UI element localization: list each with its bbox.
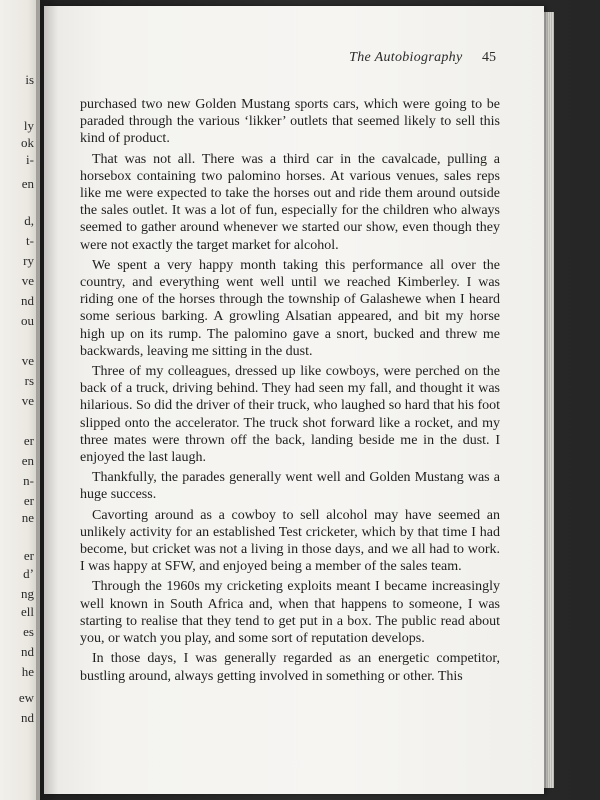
- left-page-fragment: ell: [21, 604, 34, 619]
- body-text: [80, 96, 500, 685]
- left-page-fragment: t-: [26, 233, 34, 248]
- page-edges: [544, 12, 554, 788]
- left-page-fragment: ew: [18, 690, 34, 705]
- paragraph: Three of my colleagues, dressed up like cowboys, were perched on the back of a truck, driving behind. They had seen my fall, and thought it was hilarious. So did the driver of their truck, who laughed so hard that his foot slipped onto the accelerator. The truck shot forward like a rocket, and my three mates were thrown off the back, landing beside me in the dust. I enjoyed the last laugh.: [80, 364, 500, 466]
- left-page-fragment: i-: [26, 152, 34, 167]
- paragraph: Through the 1960s my cricketing exploits meant I became increasingly well known in South Africa and, when that happens to someone, I was starting to realise that they tend to get put in a box. The public read about you, or watch you play, and some sort of reputation develops.: [80, 579, 500, 647]
- left-page-fragment: ve: [21, 273, 34, 288]
- left-page-fragment: he: [21, 664, 34, 679]
- left-page: [0, 0, 40, 800]
- left-page-fragment: d,: [24, 213, 34, 228]
- left-page-fragment: d’: [23, 566, 34, 581]
- gutter-shadow: [36, 0, 58, 800]
- left-page-fragment: ly: [23, 118, 34, 133]
- left-page-fragment: er: [23, 493, 34, 508]
- left-page-fragment: ry: [23, 253, 34, 268]
- left-page-fragment: nd: [21, 644, 34, 659]
- left-page-fragment: rs: [24, 373, 34, 388]
- paragraph: In those days, I was generally regarded as an energetic competitor, bustling around, always getting involved in something or other. This: [80, 651, 500, 684]
- left-page-fragment: ve: [21, 353, 34, 368]
- page-header: [44, 50, 496, 66]
- left-page-fragment: en: [21, 176, 34, 191]
- paragraph: We spent a very happy month taking this performance all over the country, and everything went well until we reached Kimberley. I was riding one of the horses through the township of Galashewe when I heard some serious barking. A growling Alsatian appeared, and bit my horse high up on its rump. The palomino gave a snort, bucked and threw me backwards, leaving me sitting in the dust.: [80, 257, 500, 359]
- left-page-fragment: ok: [21, 135, 34, 150]
- left-page-fragment: nd: [21, 710, 34, 725]
- paragraph: purchased two new Golden Mustang sports cars, which were going to be paraded through the various ‘likker’ outlets that seemed likely to sell this kind of product.: [80, 97, 500, 147]
- left-page-fragment: ou: [21, 313, 34, 328]
- left-page-fragment: es: [23, 624, 34, 639]
- left-page-fragment: er: [23, 433, 34, 448]
- left-page-fragment: en: [21, 453, 34, 468]
- left-page-fragment: nd: [21, 293, 34, 308]
- paragraph: Cavorting around as a cowboy to sell alcohol may have seemed an unlikely activity for an established Test cricketer, which by that time I had become, but cricket was not a living in those days, and we all had to work. I was happy at SFW, and enjoyed being a member of the sales team.: [80, 507, 500, 575]
- paragraph: Thankfully, the parades generally went well and Golden Mustang was a huge success.: [80, 470, 500, 503]
- running-title: The Autobiography: [349, 50, 463, 65]
- book-page: [44, 6, 544, 794]
- left-page-fragment: ne: [21, 510, 34, 525]
- left-page-fragment: ve: [21, 393, 34, 408]
- paragraph: That was not all. There was a third car in the cavalcade, pulling a horsebox containing two palomino horses. At various venues, sales reps like me were expected to take the horses out and ride them around outside the sales outlet. It was a lot of fun, especially for the children who always seemed to gather around whenever we started our show, even though they were not exactly the target market for alcohol.: [80, 151, 500, 253]
- left-page-fragment: ng: [21, 586, 34, 601]
- left-page-fragment: er: [23, 548, 34, 563]
- left-page-fragment: n-: [23, 473, 34, 488]
- page-number: 45: [482, 50, 496, 65]
- left-page-fragment: is: [25, 72, 34, 87]
